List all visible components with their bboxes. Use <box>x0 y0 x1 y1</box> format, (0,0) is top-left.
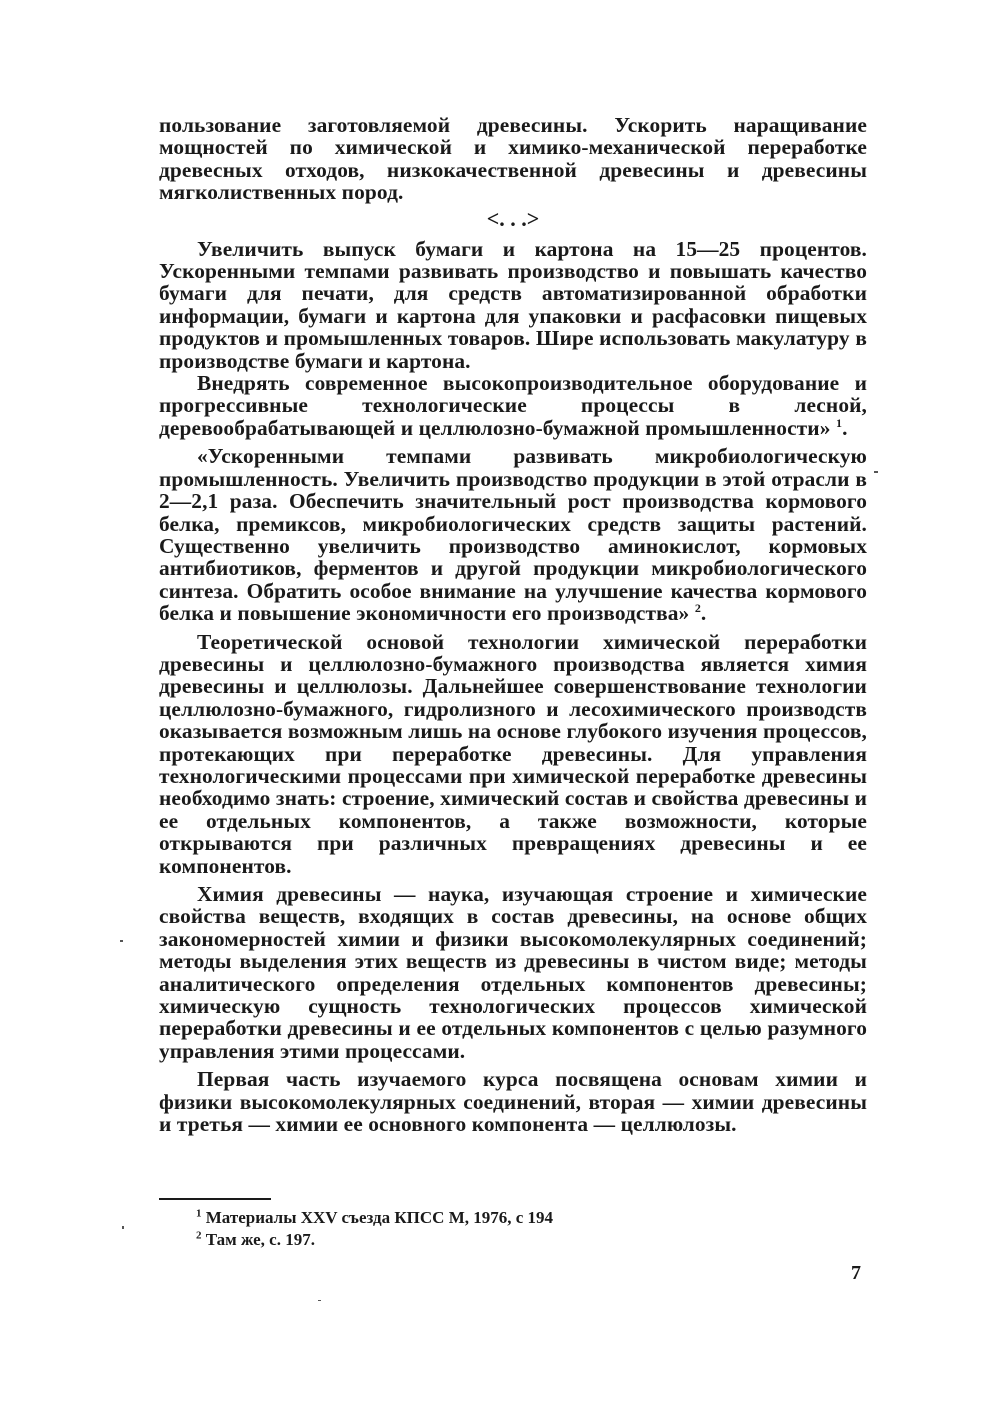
scan-speck <box>874 471 878 473</box>
footnote-divider <box>159 1198 271 1200</box>
footnote-ref-1: 1 <box>835 415 843 430</box>
paragraph-4-text: «Ускоренными темпами развивать микробиологическую промышленность. Увеличить производство продукции в этой отрасли в 2—2,1 раза. Обеспечить значительный рост производства кормового белка, премиксов, микробиологических средств защиты растений. Существенно увеличить производство аминокислот, кормовых антибиотиков, ферментов и другой продукции микробиологического синтеза. Обратить особое внимание на улучшение качества кормового белка и повышение экономичности его производства» <box>159 444 867 626</box>
footnote-1-text: Материалы XXV съезда КПСС М, 1976, с 194 <box>205 1208 554 1227</box>
footnote-2-mark: 2 <box>196 1229 202 1242</box>
footnotes <box>196 1207 553 1251</box>
paragraph-3: Внедрять современное высокопроизводительное оборудование и прогрессивные технологические процессы в лесной, деревообрабатывающей и целлюлозно-бумажной промышленности» $^1$. <box>159 371 867 440</box>
footnote-1-mark: 1 <box>196 1207 202 1220</box>
paragraph-6: Химия древесины — наука, изучающая строение и химические свойства веществ, входящих в состав древесины, на основе общих закономерностей химии и физики высокомолекулярных соединений; методы выделения этих веществ из древесины в чистом виде; методы аналитического определения отдельных компонентов древесины; химическую сущность технологических процессов химической переработки древесины и ее отдельных компонентов с целью разумного управления этими процессами. <box>159 882 867 1063</box>
scan-speck <box>120 940 123 942</box>
footnote-2-text: Там же, с. 197. <box>205 1230 315 1249</box>
paragraph-3-text: Внедрять современное высокопроизводительное оборудование и прогрессивные технологические процессы в лесной, деревообрабатывающей и целлюлозно-бумажной промышленности» <box>159 371 867 440</box>
paragraph-5: Теоретической основой технологии химической переработки древесины и целлюлозно-бумажного производства является химия древесины и целлюлозы. Дальнейшее совершенствование технологии целлюлозно-бумажного, гидролизного и лесохимического производств оказывается возможным лишь на основе глубокого изучения процессов, протекающих при переработке древесины. Для управления технологическими процессами при химической переработке древесины необходимо знать: строение, химический состав и свойства древесины и ее отдельных компонентов, а также возможности, которые открываются при различных превращениях древесины и ее компонентов. <box>159 629 867 878</box>
omission-mark: <. . .> <box>486 205 540 231</box>
page-body <box>159 114 867 1135</box>
scan-speck <box>122 1226 124 1229</box>
footnote-2 <box>196 1229 553 1251</box>
footnote-1 <box>196 1207 553 1229</box>
scan-speck <box>318 1300 321 1301</box>
paragraph-1: пользование заготовляемой древесины. Ускорить наращивание мощностей по химической и химико-механической переработке древесных отходов, низкокачественной древесины и древесины мягколиственных пород. <box>159 113 867 205</box>
page-number: 7 <box>851 1262 861 1284</box>
paragraph-7: Первая часть изучаемого курса посвящена основам химии и физики высокомолекулярных соединений, вторая — химии древесины и третья — химии ее основного компонента — целлюлозы. <box>159 1067 867 1137</box>
paragraph-2: Увеличить выпуск бумаги и картона на 15—25 процентов. Ускоренными темпами развивать производство и повышать качество бумаги для печати, для средств автоматизированной обработки информации, бумаги и картона для упаковки и расфасовки пищевых продуктов и промышленных товаров. Шире использовать макулатуру в производстве бумаги и картона. <box>159 236 867 373</box>
footnote-ref-2: 2 <box>694 601 701 615</box>
paragraph-4: «Ускоренными темпами развивать микробиологическую промышленность. Увеличить производство продукции в этой отрасли в 2—2,1 раза. Обеспечить значительный рост производства кормового белка, премиксов, микробиологических средств защиты растений. Существенно увеличить производство аминокислот, кормовых антибиотиков, ферментов и другой продукции микробиологического синтеза. Обратить особое внимание на улучшение качества кормового белка и повышение экономичности его производства» $^2$. <box>159 444 867 626</box>
